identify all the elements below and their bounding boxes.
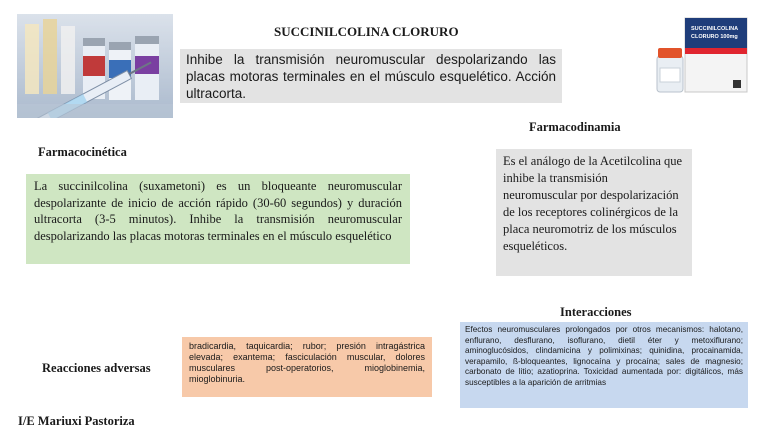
reacciones-box: bradicardia, taquicardia; rubor; presión intragástrica elevada; exantema; fasciculación muscular, dolores musculares post-operatorios, mioglobinemia, mioglobinuria. bbox=[182, 337, 432, 397]
farmacodinamia-heading: Farmacodinamia bbox=[529, 120, 621, 134]
vials-syringe-image bbox=[17, 14, 173, 118]
page-title: SUCCINILCOLINA CLORURO bbox=[274, 24, 459, 39]
farmacocinetica-box: La succinilcolina (suxametoni) es un bloqueante neuromuscular despolarizante de inicio de acción rápido (30-60 segundos) y duración ultracorta (3-5 minutos). Inhibe la transmisión neuromuscular despolarizando las placas motoras terminales en el músculo esquelético bbox=[26, 174, 410, 264]
interacciones-heading: Interacciones bbox=[560, 305, 632, 319]
svg-text:SUCCINILCOLINA: SUCCINILCOLINA bbox=[691, 26, 739, 32]
interacciones-box: Efectos neuromusculares prolongados por otros mecanismos: halotano, enflurano, desflurano, isoflurano, dietil éter y metoxiflurano; aminoglucósidos, clindamicina y polimixinas; quinidina, procainamida, verapamilo, ß-bloqueantes, lignocaína y procaína; sales de magnesio; carbonato de litio; azatioprina. Toxicidad aumentada por: digitálicos, más susceptibles a la aparición de arritmias bbox=[460, 322, 748, 408]
drug-box-image bbox=[645, 14, 755, 102]
farmacocinetica-heading: Farmacocinética bbox=[38, 145, 127, 159]
intro-box: Inhibe la transmisión neuromuscular despolarizando las placas motoras terminales en el músculo esquelético. Acción ultracorta. bbox=[180, 49, 562, 103]
reacciones-heading: Reacciones adversas bbox=[42, 361, 151, 375]
author: I/E Mariuxi Pastoriza bbox=[18, 414, 135, 428]
farmacodinamia-box: Es el análogo de la Acetilcolina que inhibe la transmisión neuromuscular por despolarización de los receptores colinérgicos de la placa neuromotriz de los músculos esqueléticos. bbox=[496, 149, 692, 276]
svg-text:CLORURO 100mg: CLORURO 100mg bbox=[691, 34, 738, 40]
